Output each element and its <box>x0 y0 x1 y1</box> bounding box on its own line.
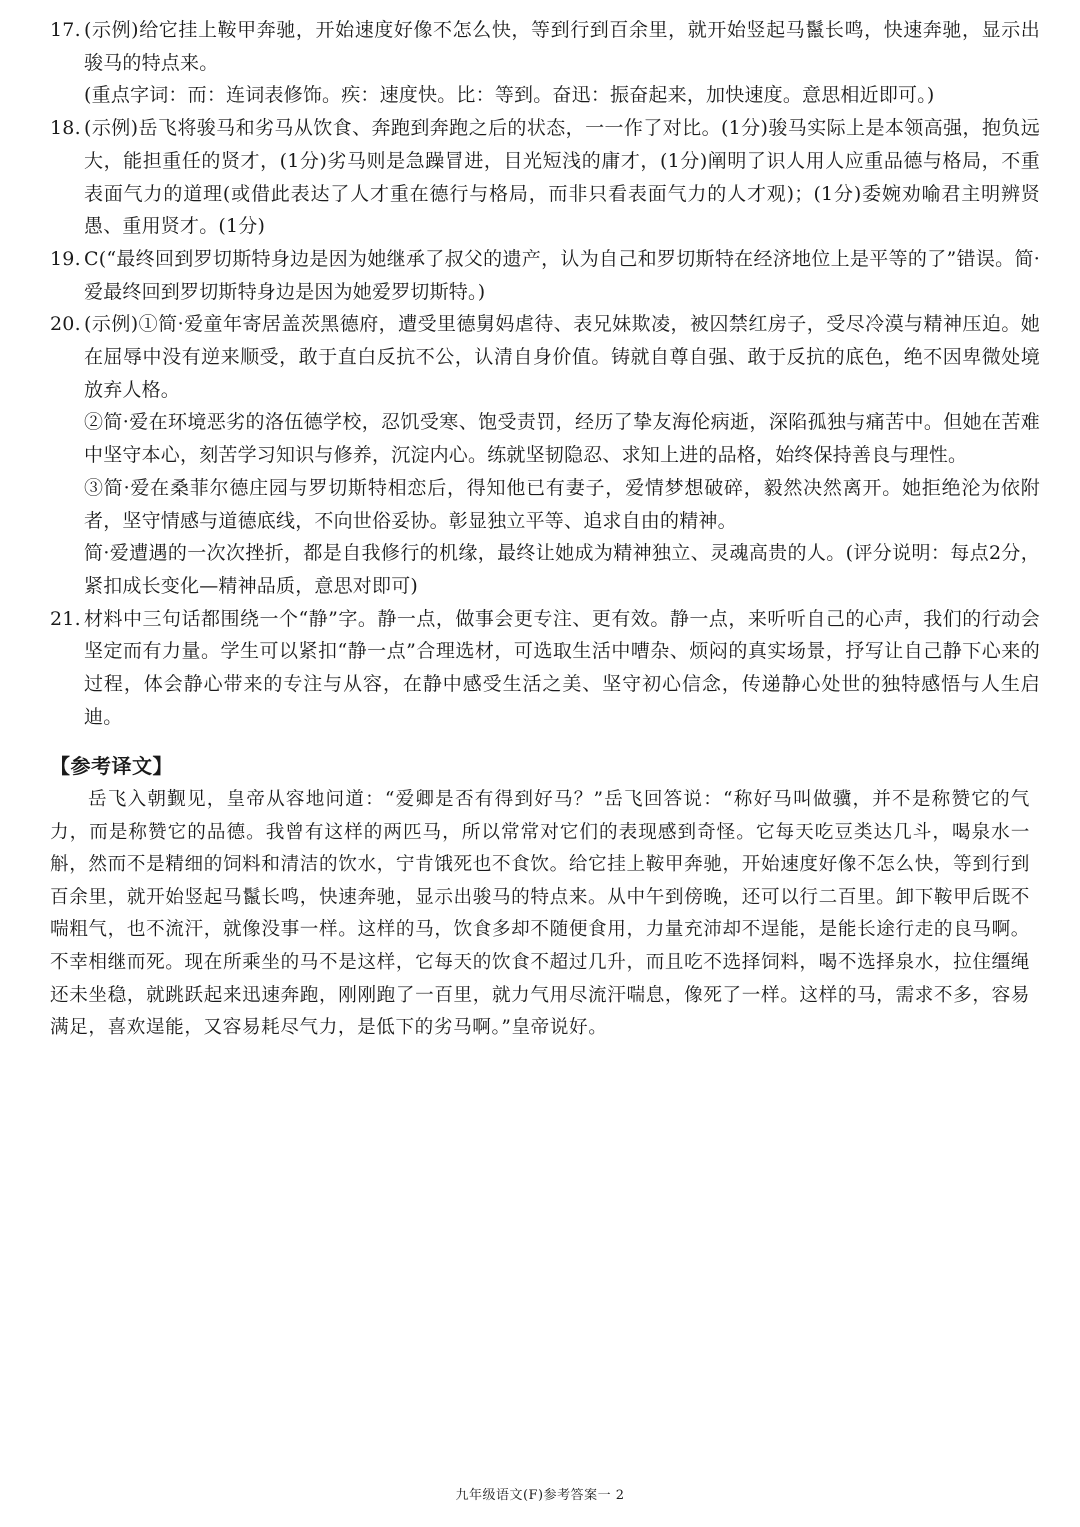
answer-note: (重点字词：而：连词表修饰。疾：速度快。比：等到。奋迅：振奋起来，加快速度。意思相近即可。) <box>84 84 935 107</box>
question-number: 19. <box>50 247 81 270</box>
answer-list <box>50 14 1040 733</box>
answer-item-20 <box>50 308 1040 602</box>
answer-paragraph: (示例)给它挂上鞍甲奔驰，开始速度好像不怎么快，等到行到百余里，就开始竖起马鬣长鸣，快速奔驰，显示出骏马的特点来。 <box>84 19 1040 74</box>
answer-paragraph: 简·爱遭遇的一次次挫折，都是自我修行的机缘，最终让她成为精神独立、灵魂高贵的人。(评分说明：每点2分，紧扣成长变化—精神品质，意思对即可) <box>84 542 1040 597</box>
answer-item-19 <box>50 243 1040 308</box>
answer-paragraph: 材料中三句话都围绕一个“静”字。静一点，做事会更专注、更有效。静一点，来听听自己的心声，我们的行动会坚定而有力量。学生可以紧扣“静一点”合理选材，可选取生活中嘈杂、烦闷的真实场景，抒写让自己静下心来的过程，体会静心带来的专注与从容，在静中感受生活之美、坚守初心信念，传递静心处世的独特感悟与人生启迪。 <box>84 607 1040 728</box>
question-number: 21. <box>50 607 81 630</box>
translation-heading: 【参考译文】 <box>50 754 173 778</box>
answer-body <box>84 112 1040 243</box>
translation-paragraph: 岳飞入朝觐见，皇帝从容地问道：“爱卿是否有得到好马？”岳飞回答说：“称好马叫做骥，并不是称赞它的气力，而是称赞它的品德。我曾有这样的两匹马，所以常常对它们的表现感到奇怪。它每天吃豆类达几斗，喝泉水一斛，然而不是精细的饲料和清洁的饮水，宁肯饿死也不食饮。给它挂上鞍甲奔驰，开始速度好像不怎么快，等到行到百余里，就开始竖起马鬣长鸣，快速奔驰，显示出骏马的特点来。从中午到傍晚，还可以行二百里。卸下鞍甲后既不喘粗气，也不流汗，就像没事一样。这样的马，饮食多却不随便食用，力量充沛却不逞能，是能长途行走的良马啊。不幸相继而死。现在所乘坐的马不是这样，它每天的饮食不超过几升，而且吃不选择饲料，喝不选择泉水，拉住缰绳还未坐稳，就跳跃起来迅速奔跑，刚刚跑了一百里，就力气用尽流汗喘息，像死了一样。这样的马，需求不多，容易满足，喜欢逞能，又容易耗尽气力，是低下的劣马啊。”皇帝说好。 <box>50 789 1030 1039</box>
page-footer: 九年级语文(F)参考答案一 2 <box>455 1488 625 1503</box>
answer-item-21 <box>50 603 1040 734</box>
answer-body <box>84 243 1040 308</box>
question-number: 18. <box>50 117 81 140</box>
answer-paragraph: (示例)①简·爱童年寄居盖茨黑德府，遭受里德舅妈虐待、表兄妹欺凌，被囚禁红房子，受尽冷漠与精神压迫。她在屈辱中没有逆来顺受，敢于直白反抗不公，认清自身价值。铸就自尊自强、敢于反抗的底色，绝不因卑微处境放弃人格。 <box>84 313 1040 401</box>
answer-paragraph: (示例)岳飞将骏马和劣马从饮食、奔跑到奔跑之后的状态，一一作了对比。(1分)骏马实际上是本领高强，抱负远大，能担重任的贤才，(1分)劣马则是急躁冒进，目光短浅的庸才，(1分)阐明了识人用人应重品德与格局，不重表面气力的道理(或借此表达了人才重在德行与格局，而非只看表面气力的人才观)；(1分)委婉劝喻君主明辨贤愚、重用贤才。(1分) <box>84 117 1040 238</box>
answer-paragraph: ②简·爱在环境恶劣的洛伍德学校，忍饥受寒、饱受责罚，经历了挚友海伦病逝，深陷孤独与痛苦中。但她在苦难中坚守本心，刻苦学习知识与修养，沉淀内心。练就坚韧隐忍、求知上进的品格，始终保持善良与理性。 <box>84 411 1040 467</box>
answer-paragraph: C(“最终回到罗切斯特身边是因为她继承了叔父的遗产，认为自己和罗切斯特在经济地位上是平等的了”错误。简·爱最终回到罗切斯特身边是因为她爱罗切斯特。) <box>84 247 1040 303</box>
answer-body <box>84 14 1040 112</box>
answer-item-18 <box>50 112 1040 243</box>
answer-paragraph: ③简·爱在桑菲尔德庄园与罗切斯特相恋后，得知他已有妻子，爱情梦想破碎，毅然决然离开。她拒绝沦为依附者，坚守情感与道德底线，不向世俗妥协。彰显独立平等、追求自由的精神。 <box>84 476 1040 532</box>
question-number: 17. <box>50 19 81 41</box>
answer-item-17 <box>50 14 1040 112</box>
answer-body <box>84 308 1040 602</box>
answer-body <box>84 603 1040 734</box>
question-number: 20. <box>50 313 81 336</box>
